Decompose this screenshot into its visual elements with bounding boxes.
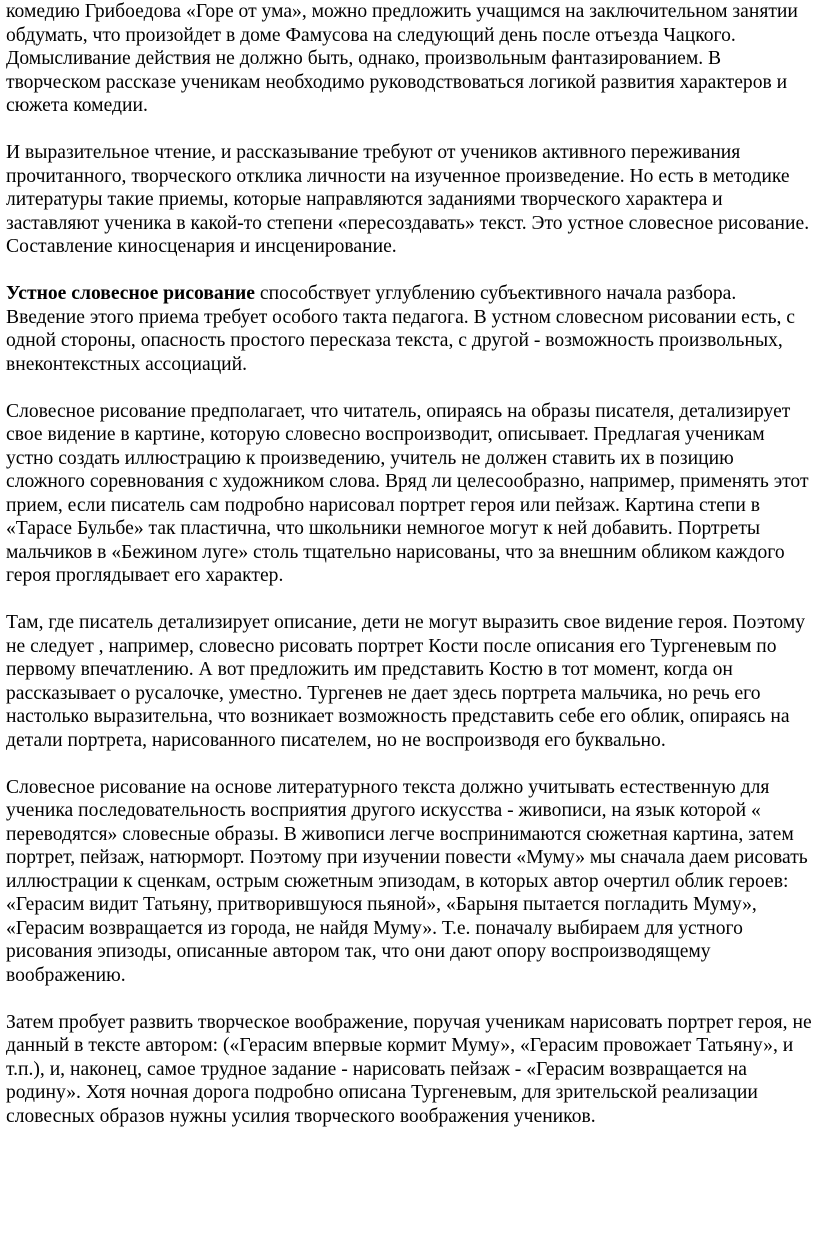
paragraph-3-bold-term: Устное словесное рисование <box>6 283 256 304</box>
paragraph-1-text: комедию Грибоедова «Горе от ума», можно предложить учащимся на заключительном занятии обдумать, что произойдет в доме Фамусова на следующий день после отъезда Чацкого. Домысливание действия не должно быть, однако, произвольным фантазированием. В творческом рассказе ученикам необходимо руководствоваться логикой развития характеров и сюжета комедии. <box>6 1 798 116</box>
paragraph-5-text: Там, где писатель детализирует описание, дети не могут выразить свое видение героя. Поэтому не следует , например, словесно рисовать портрет Кости после описания его Тургеневым по первому впечатлению. А вот предложить им представить Костю в тот момент, когда он рассказывает о русалочке, уместно. Тургенев не дает здесь портрета мальчика, но речь его настолько выразительна, что возникает возможность представить себе его облик, опираясь на детали портрета, нарисованного писателем, но не воспроизводя его буквально. <box>6 612 806 751</box>
paragraph-2-text: И выразительное чтение, и рассказывание требуют от учеников активного переживания прочитанного, творческого отклика личности на изученное произведение. Но есть в методике литературы такие приемы, которые направляются заданиями творческого характера и заставляют ученика в какой-то степени «пересоздавать» текст. Это устное словесное рисование. Составление киносценария и инсценирование. <box>6 142 810 257</box>
paragraph-4-text: Словесное рисование предполагает, что читатель, опираясь на образы писателя, детализирует свое видение в картине, которую словесно воспроизводит, описывает. Предлагая ученикам устно создать иллюстрацию к произведению, учитель не должен ставить их в позицию сложного соревнования с художником слова. Вряд ли целесообразно, например, применять этот прием, если писатель сам подробно нарисовал портрет героя или пейзаж. Картина степи в «Тарасе Бульбе» так пластична, что школьники немногое могут к ней добавить. Портреты мальчиков в «Бежином луге» столь тщательно нарисованы, что за внешним обликом каждого героя проглядывает его характер. <box>6 400 809 586</box>
paragraph-7 <box>6 1011 814 1129</box>
paragraph-5 <box>6 611 814 752</box>
paragraph-1 <box>6 0 814 118</box>
paragraph-6 <box>6 776 814 988</box>
paragraph-7-text: Затем пробует развить творческое воображение, поручая ученикам нарисовать портрет героя, не данный в тексте автором: («Герасим впервые кормит Муму», «Герасим провожает Татьяну», и т.п.), и, наконец, самое трудное задание - нарисовать пейзаж - «Герасим возвращается на родину». Хотя ночная дорога подробно описана Тургеневым, для зрительской реализации словесных образов нужны усилия творческого воображения учеников. <box>6 1011 812 1127</box>
document-page <box>6 0 814 1152</box>
paragraph-6-text: Словесное рисование на основе литературного текста должно учитывать естественную для ученика последовательность восприятия другого искусства - живописи, на язык которой « переводятся» словесные образы. В живописи легче воспринимаются сюжетная картина, затем портрет, пейзаж, натюрморт. Поэтому при изучении повести «Муму» мы сначала даем рисовать иллюстрации к сценкам, острым сюжетным эпизодам, в которых автор очертил облик героев: «Герасим видит Татьяну, притворившуюся пьяной», «Барыня пытается погладить Муму», «Герасим возвращается из города, не найдя Муму». Т.е. поначалу выбираем для устного рисования эпизоды, описанные автором так, что они дают опору воспроизводящему воображению. <box>6 776 808 986</box>
paragraph-4 <box>6 400 814 588</box>
paragraph-3 <box>6 282 814 376</box>
paragraph-3-text: способствует углублению субъективного начала разбора. Введение этого приема требует особого такта педагога. В устном словесном рисовании есть, с одной стороны, опасность простого пересказа текста, с другой - возможность произвольных, внеконтекстных ассоциаций. <box>6 283 796 375</box>
paragraph-2 <box>6 141 814 259</box>
